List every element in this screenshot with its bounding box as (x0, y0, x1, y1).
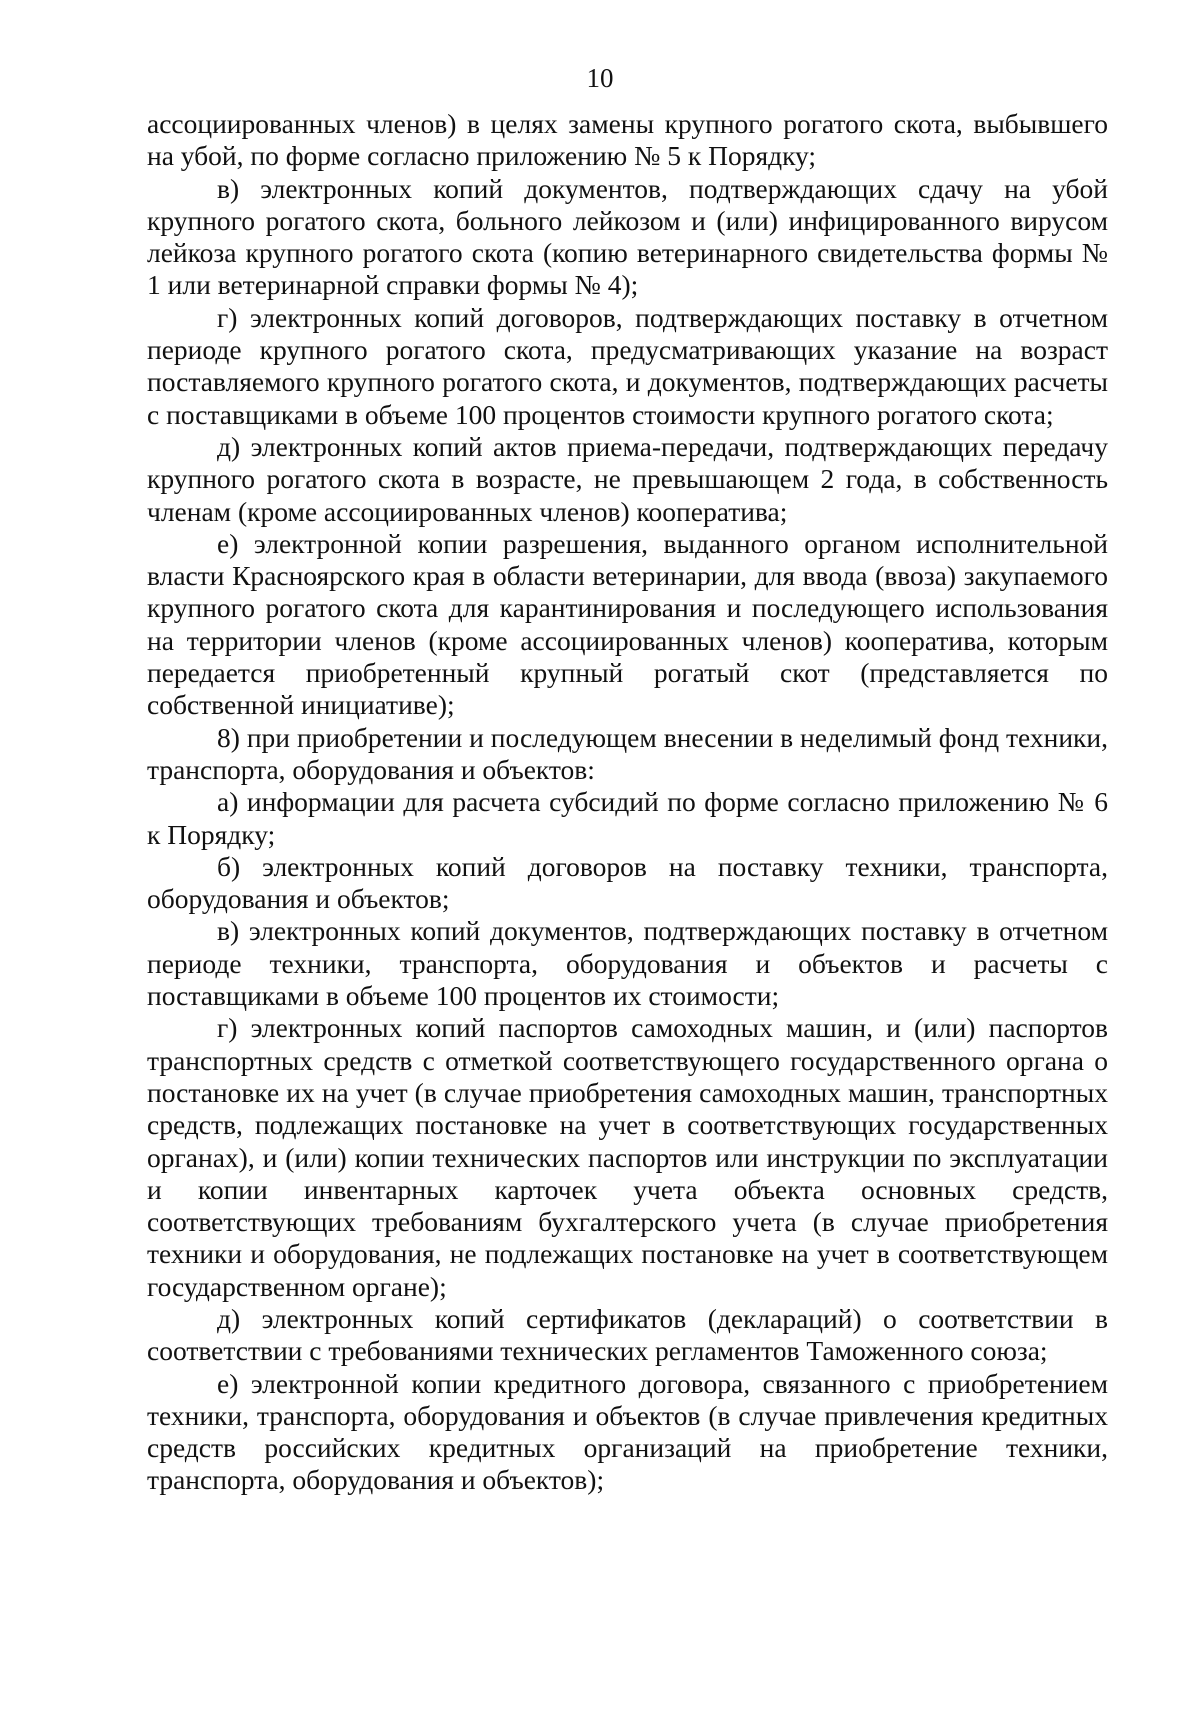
paragraph-continuation: ассоциированных членов) в целях замены крупного рогатого скота, выбывшего на убой, по форме согласно приложению № 5 к Порядку; (147, 108, 1108, 172)
document-body (147, 108, 1108, 1497)
paragraph-item-e2: е) электронной копии кредитного договора, связанного с приобретением техники, транспорта, оборудования и объектов (в случае привлечения кредитных средств российских кредитных организаций на приобретение техники, транспорта, оборудования и объектов); (147, 1367, 1108, 1496)
paragraph-item-d: д) электронных копий актов приема-передачи, подтверждающих передачу крупного рогатого скота в возрасте, не превышающем 2 года, в собственность членам (кроме ассоциированных членов) кооператива; (147, 430, 1108, 527)
page-number: 10 (586, 63, 614, 93)
paragraph-item-g2: г) электронных копий паспортов самоходных машин, и (или) паспортов транспортных средств с отметкой соответствующего государственного органа о постановке их на учет (в случае приобретения самоходных машин, транспортных средств, подлежащих постановке на учет в соответствующих государственных органах), и (или) копии технических паспортов или инструкции по эксплуатации и копии инвентарных карточек учета объекта основных средств, соответствующих требованиям бухгалтерского учета (в случае приобретения техники и оборудования, не подлежащих постановке на учет в соответствующем государственном органе); (147, 1012, 1108, 1302)
paragraph-item-v: в) электронных копий документов, подтверждающих сдачу на убой крупного рогатого скота, больного лейкозом и (или) инфицированного вирусом лейкоза крупного рогатого скота (копию ветеринарного свидетельства формы № 1 или ветеринарной справки формы № 4); (147, 172, 1108, 301)
paragraph-item-e: е) электронной копии разрешения, выданного органом исполнительной власти Красноярского края в области ветеринарии, для ввода (ввоза) закупаемого крупного рогатого скота для карантинирования и последующего использования на территории членов (кроме ассоциированных членов) кооператива, которым передается приобретенный крупный рогатый скот (представляется по собственной инициативе); (147, 527, 1108, 721)
paragraph-item-g: г) электронных копий договоров, подтверждающих поставку в отчетном периоде крупного рогатого скота, предусматривающих указание на возраст поставляемого крупного рогатого скота, и документов, подтверждающих расчеты с поставщиками в объеме 100 процентов стоимости крупного рогатого скота; (147, 301, 1108, 430)
paragraph-item-v2: в) электронных копий документов, подтверждающих поставку в отчетном периоде техники, транспорта, оборудования и объектов и расчеты с поставщиками в объеме 100 процентов их стоимости; (147, 915, 1108, 1012)
paragraph-item-d2: д) электронных копий сертификатов (деклараций) о соответствии в соответствии с требованиями технических регламентов Таможенного союза; (147, 1302, 1108, 1367)
paragraph-section-8: 8) при приобретении и последующем внесении в неделимый фонд техники, транспорта, оборудования и объектов: (147, 721, 1108, 785)
paragraph-item-b: б) электронных копий договоров на поставку техники, транспорта, оборудования и объектов; (147, 850, 1108, 915)
paragraph-item-a: а) информации для расчета субсидий по форме согласно приложению № 6 к Порядку; (147, 786, 1108, 850)
